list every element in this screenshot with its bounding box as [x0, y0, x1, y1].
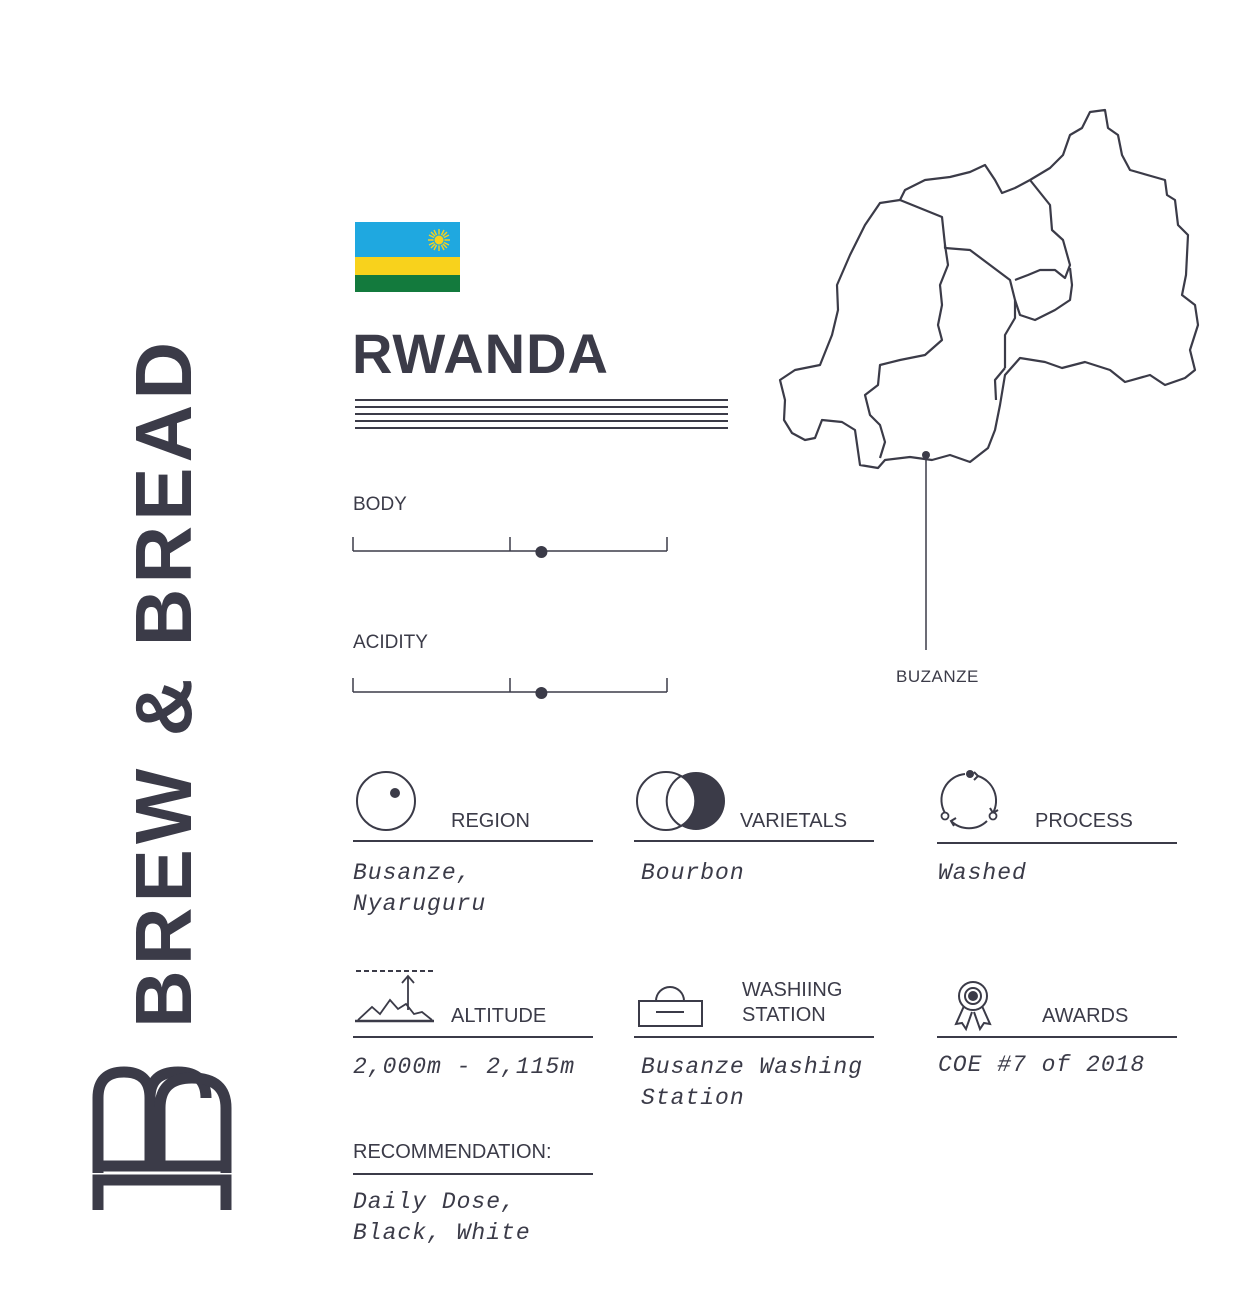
region-value: Busanze, Nyaruguru — [353, 860, 487, 917]
title-rule — [355, 406, 728, 408]
varietals-rule — [634, 840, 874, 842]
body-label: BODY — [353, 494, 407, 515]
process-value: Washed — [938, 860, 1027, 886]
body-level-marker — [535, 546, 547, 558]
region-dot-circle-icon — [352, 768, 420, 836]
acidity-level-marker — [535, 687, 547, 699]
awards-label: AWARDS — [1042, 1005, 1129, 1027]
process-label: PROCESS — [1035, 810, 1133, 832]
altitude-rule — [353, 1036, 593, 1038]
altitude-value: 2,000m - 2,115m — [353, 1054, 576, 1080]
region-rule — [353, 840, 593, 842]
rwanda-flag — [355, 222, 460, 292]
awards-rule — [937, 1036, 1177, 1038]
varietals-label: VARIETALS — [740, 810, 848, 832]
rwanda-map — [770, 100, 1210, 700]
brand-wordmark — [0, 0, 240, 1301]
recommendation-rule — [353, 1173, 593, 1175]
washing-station-value: Busanze Washing Station — [641, 1054, 864, 1111]
map-marker-label: BUZANZE — [896, 667, 979, 686]
altitude-label: ALTITUDE — [451, 1005, 547, 1027]
brand-name: BREW & BREAD — [119, 336, 208, 1028]
sun-icon — [427, 228, 451, 252]
title-rule — [355, 420, 728, 422]
washing-station-icon — [636, 982, 706, 1030]
acidity-label: ACIDITY — [353, 632, 428, 653]
body-scale — [350, 534, 672, 564]
awards-value: COE #7 of 2018 — [938, 1052, 1146, 1078]
recommendation-label: RECOMMENDATION: — [353, 1141, 552, 1163]
award-ribbon-icon — [950, 978, 996, 1034]
varietals-value: Bourbon — [641, 860, 745, 886]
title-rule — [355, 413, 728, 415]
washing-station-rule — [634, 1036, 874, 1038]
washing-station-label: WASHIING STATION — [742, 979, 843, 1026]
recommendation-value: Daily Dose, Black, White — [353, 1189, 531, 1246]
region-label: REGION — [451, 810, 530, 832]
overlapping-circles-icon — [633, 768, 729, 834]
acidity-scale — [350, 675, 672, 705]
title-rule — [355, 399, 728, 401]
title-rule — [355, 427, 728, 429]
country-title: RWANDA — [352, 322, 609, 385]
mountain-altitude-icon — [352, 962, 438, 1026]
process-rule — [937, 842, 1177, 844]
cycle-arrows-icon — [938, 768, 1004, 832]
